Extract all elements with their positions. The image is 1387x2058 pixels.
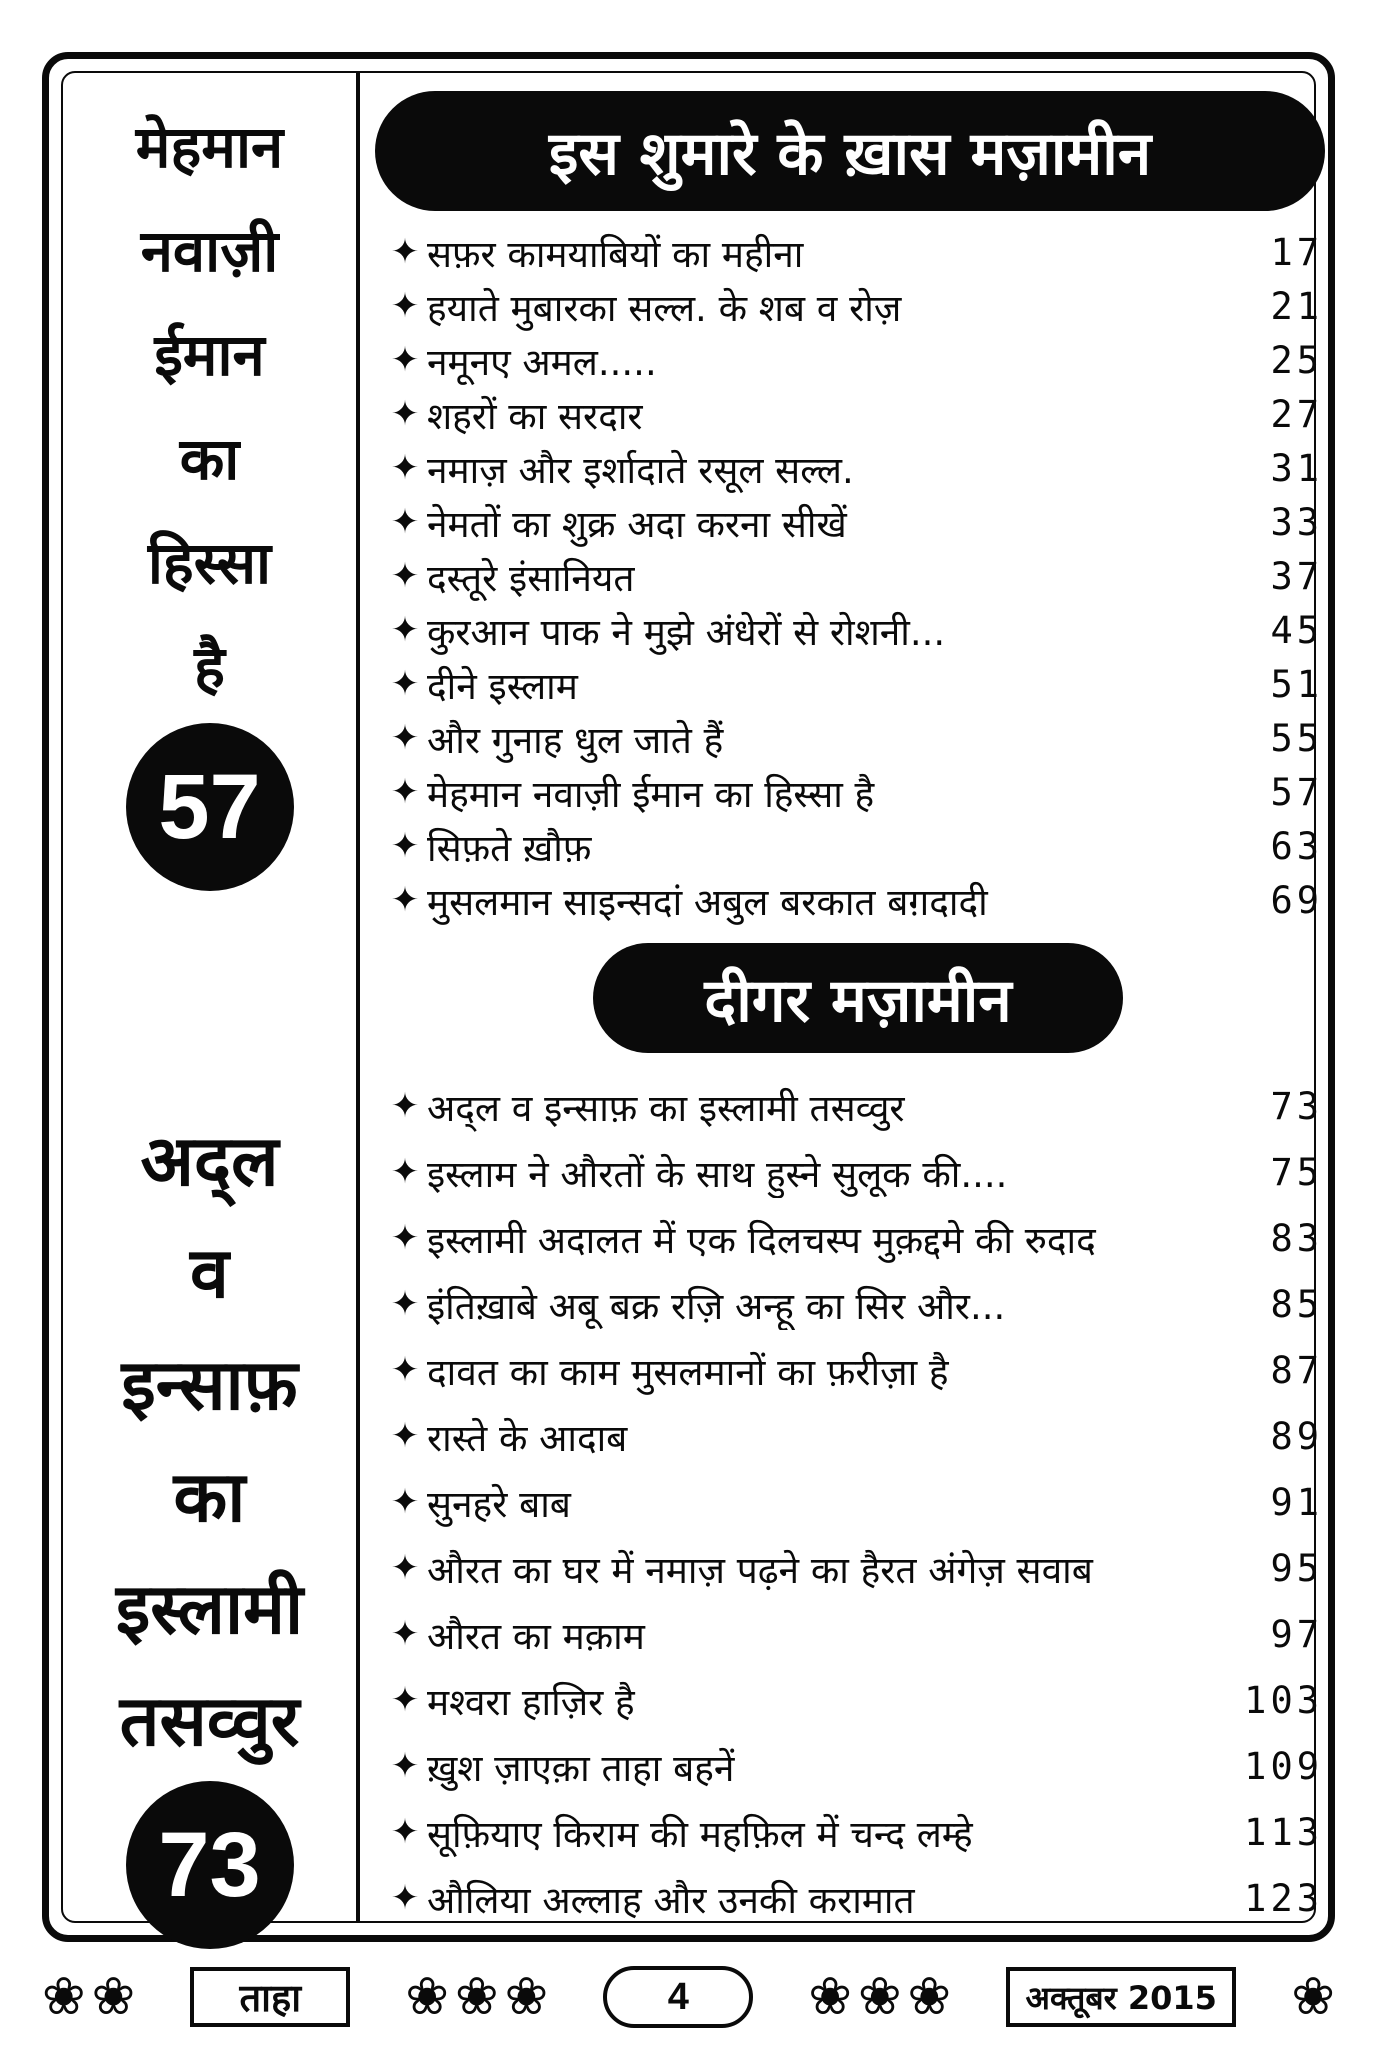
toc-entry-title: मश्वरा हाज़िर है [427, 1680, 635, 1724]
toc-entry [383, 603, 1323, 657]
toc-entry [383, 1271, 1323, 1337]
special-articles-heading: इस शुमारे के ख़ास मज़ामीन [375, 91, 1325, 211]
sidebar-word: इन्साफ़ [121, 1344, 298, 1426]
toc-entry-page: 63 [1270, 824, 1323, 868]
toc-entry [383, 1799, 1323, 1865]
toc-entry [383, 225, 1323, 279]
sidebar-word: अद्ल [140, 1120, 279, 1202]
ornament-group [405, 1967, 549, 2027]
star-bullet-icon: ✦ [390, 1812, 420, 1852]
ornament-group [42, 1967, 136, 2027]
star-bullet-icon: ✦ [390, 1614, 420, 1654]
sidebar-page-badge: 57 [126, 723, 294, 891]
ornament-group [1291, 1967, 1335, 2027]
star-bullet-icon: ✦ [390, 1086, 420, 1126]
toc-entry-page: 109 [1244, 1744, 1323, 1788]
flower-ornament-icon: ❀ [808, 1967, 852, 2027]
toc-entry-title: दस्तूरे इंसानियत [427, 556, 635, 600]
toc-entry [383, 819, 1323, 873]
star-bullet-icon: ✦ [390, 1284, 420, 1324]
toc-entry-page: 87 [1270, 1348, 1323, 1392]
sidebar-page-badge: 73 [126, 1781, 294, 1949]
toc-entry [383, 657, 1323, 711]
toc-entry-page: 33 [1270, 500, 1323, 544]
ornament-group [808, 1967, 952, 2027]
star-bullet-icon: ✦ [390, 340, 420, 380]
toc-entry [383, 495, 1323, 549]
toc-entry-page: 103 [1244, 1678, 1323, 1722]
toc-entry-title: कुरआन पाक ने मुझे अंधेरों से रोशनी... [427, 610, 946, 654]
toc-entry-title: हयाते मुबारका सल्ल. के शब व रोज़ [427, 286, 902, 330]
star-bullet-icon: ✦ [390, 1152, 420, 1192]
toc-entry [383, 1535, 1323, 1601]
toc-entry [383, 441, 1323, 495]
toc-entry-page: 25 [1270, 338, 1323, 382]
star-bullet-icon: ✦ [390, 232, 420, 272]
star-bullet-icon: ✦ [390, 880, 420, 920]
page-frame [42, 52, 1335, 1942]
sidebar-feature-bottom [63, 1105, 356, 1949]
sidebar-word: का [179, 425, 240, 493]
star-bullet-icon: ✦ [390, 772, 420, 812]
toc-entry-title: सुनहरे बाब [427, 1482, 571, 1526]
toc-entry-page: 45 [1270, 608, 1323, 652]
toc-entry [383, 1403, 1323, 1469]
toc-entry-page: 89 [1270, 1414, 1323, 1458]
column-divider [356, 73, 360, 1921]
toc-entry-page: 91 [1270, 1480, 1323, 1524]
toc-entry [383, 711, 1323, 765]
toc-entry [383, 765, 1323, 819]
magazine-name-box: ताहा [190, 1967, 350, 2027]
footer-page-number: 4 [603, 1966, 753, 2028]
toc-entry-page: 31 [1270, 446, 1323, 490]
toc-entry-title: शहरों का सरदार [427, 394, 643, 438]
toc-entry-title: मेहमान नवाज़ी ईमान का हिस्सा है [427, 772, 875, 816]
flower-ornament-icon: ❀ [857, 1967, 902, 2027]
issue-date-box: अक्तूबर 2015 [1006, 1967, 1236, 2027]
flower-ornament-icon: ❀ [907, 1967, 952, 2027]
star-bullet-icon: ✦ [390, 610, 420, 650]
sidebar-word: व [190, 1232, 229, 1314]
toc-entry [383, 1469, 1323, 1535]
toc-entry-page: 37 [1270, 554, 1323, 598]
other-articles-list [383, 1073, 1323, 1931]
toc-entry [383, 1139, 1323, 1205]
flower-ornament-icon: ❀ [1291, 1967, 1335, 2027]
toc-entry-page: 85 [1270, 1282, 1323, 1326]
toc-entry-title: औरत का घर में नमाज़ पढ़ने का हैरत अंगेज़ सवाब [427, 1548, 1093, 1592]
sidebar-word: इस्लामी [115, 1568, 304, 1650]
toc-entry-title: सफ़र कामयाबियों का महीना [427, 232, 804, 276]
toc-entry-title: ख़ुश ज़ाएक़ा ताहा बहनें [427, 1746, 735, 1790]
toc-entry-page: 21 [1270, 284, 1323, 328]
toc-entry-title: सिफ़ते ख़ौफ़ [427, 826, 592, 870]
toc-entry-page: 27 [1270, 392, 1323, 436]
sidebar-word: है [194, 633, 225, 701]
toc-entry-page: 55 [1270, 716, 1323, 760]
toc-entry-title: दावत का काम मुसलमानों का फ़रीज़ा है [427, 1350, 949, 1394]
toc-entry-title: नेमतों का शुक्र अदा करना सीखें [427, 502, 847, 546]
toc-entry [383, 333, 1323, 387]
toc-entry-page: 123 [1244, 1876, 1323, 1920]
toc-entry-page: 97 [1270, 1612, 1323, 1656]
toc-entry [383, 1733, 1323, 1799]
toc-entry-title: दीने इस्लाम [427, 664, 578, 708]
toc-entry-page: 51 [1270, 662, 1323, 706]
star-bullet-icon: ✦ [390, 394, 420, 434]
star-bullet-icon: ✦ [390, 664, 420, 704]
toc-entry-page: 17 [1270, 230, 1323, 274]
toc-entry-page: 75 [1270, 1150, 1323, 1194]
toc-entry [383, 1667, 1323, 1733]
flower-ornament-icon: ❀ [42, 1967, 86, 2027]
toc-entry-page: 69 [1270, 878, 1323, 922]
toc-entry-title: मुसलमान साइन्सदां अबुल बरकात बग़दादी [427, 880, 988, 924]
toc-entry [383, 1205, 1323, 1271]
toc-entry-page: 57 [1270, 770, 1323, 814]
toc-entry [383, 387, 1323, 441]
toc-entry-page: 73 [1270, 1084, 1323, 1128]
sidebar-word: का [173, 1456, 246, 1538]
flower-ornament-icon: ❀ [504, 1967, 549, 2027]
flower-ornament-icon: ❀ [91, 1967, 136, 2027]
toc-entry-title: अद्ल व इन्साफ़ का इस्लामी तसव्वुर [427, 1086, 905, 1130]
toc-entry-page: 83 [1270, 1216, 1323, 1260]
star-bullet-icon: ✦ [390, 1878, 420, 1918]
toc-entry-title: इंतिख़ाबे अबू बक्र रज़ि अन्हू का सिर और... [427, 1284, 1006, 1328]
sidebar-word: मेहमान [135, 113, 284, 181]
toc-entry-page: 113 [1244, 1810, 1323, 1854]
inner-frame [61, 71, 1323, 1923]
sidebar-feature-top [63, 95, 356, 891]
toc-entry-title: औरत का मक़ाम [427, 1614, 645, 1658]
page-footer [42, 1960, 1335, 2034]
toc-entry [383, 549, 1323, 603]
toc-entry [383, 873, 1323, 927]
sidebar-word: तसव्वुर [119, 1680, 300, 1762]
star-bullet-icon: ✦ [390, 556, 420, 596]
star-bullet-icon: ✦ [390, 1548, 420, 1588]
toc-entry-title: नमूनए अमल..... [427, 340, 657, 384]
toc-entry-title: इस्लाम ने औरतों के साथ हुस्ने सुलूक की.... [427, 1152, 1008, 1196]
star-bullet-icon: ✦ [390, 1218, 420, 1258]
toc-entry [383, 1601, 1323, 1667]
toc-entry-title: रास्ते के आदाब [427, 1416, 628, 1460]
flower-ornament-icon: ❀ [405, 1967, 449, 2027]
star-bullet-icon: ✦ [390, 286, 420, 326]
toc-entry [383, 1073, 1323, 1139]
toc-entry-title: सूफ़ियाए किराम की महफ़िल में चन्द लम्हे [427, 1812, 973, 1856]
sidebar-word: नवाज़ी [140, 217, 279, 285]
star-bullet-icon: ✦ [390, 448, 420, 488]
sidebar-word: ईमान [154, 321, 265, 389]
toc-entry-page: 95 [1270, 1546, 1323, 1590]
toc-entry [383, 1865, 1323, 1931]
star-bullet-icon: ✦ [390, 1482, 420, 1522]
star-bullet-icon: ✦ [390, 718, 420, 758]
sidebar-word: हिस्सा [147, 529, 272, 597]
toc-entry-title: और गुनाह धुल जाते हैं [427, 718, 724, 762]
special-articles-list [383, 225, 1323, 927]
star-bullet-icon: ✦ [390, 1746, 420, 1786]
toc-entry-title: नमाज़ और इर्शादाते रसूल सल्ल. [427, 448, 854, 492]
toc-entry-title: औलिया अल्लाह और उनकी करामात [427, 1878, 915, 1922]
toc-entry [383, 1337, 1323, 1403]
star-bullet-icon: ✦ [390, 502, 420, 542]
star-bullet-icon: ✦ [390, 826, 420, 866]
toc-entry-title: इस्लामी अदालत में एक दिलचस्प मुक़द्दमे की रुदाद [427, 1218, 1096, 1262]
toc-entry [383, 279, 1323, 333]
other-articles-heading: दीगर मज़ामीन [593, 943, 1123, 1053]
flower-ornament-icon: ❀ [454, 1967, 499, 2027]
star-bullet-icon: ✦ [390, 1680, 420, 1720]
star-bullet-icon: ✦ [390, 1416, 420, 1456]
star-bullet-icon: ✦ [390, 1350, 420, 1390]
